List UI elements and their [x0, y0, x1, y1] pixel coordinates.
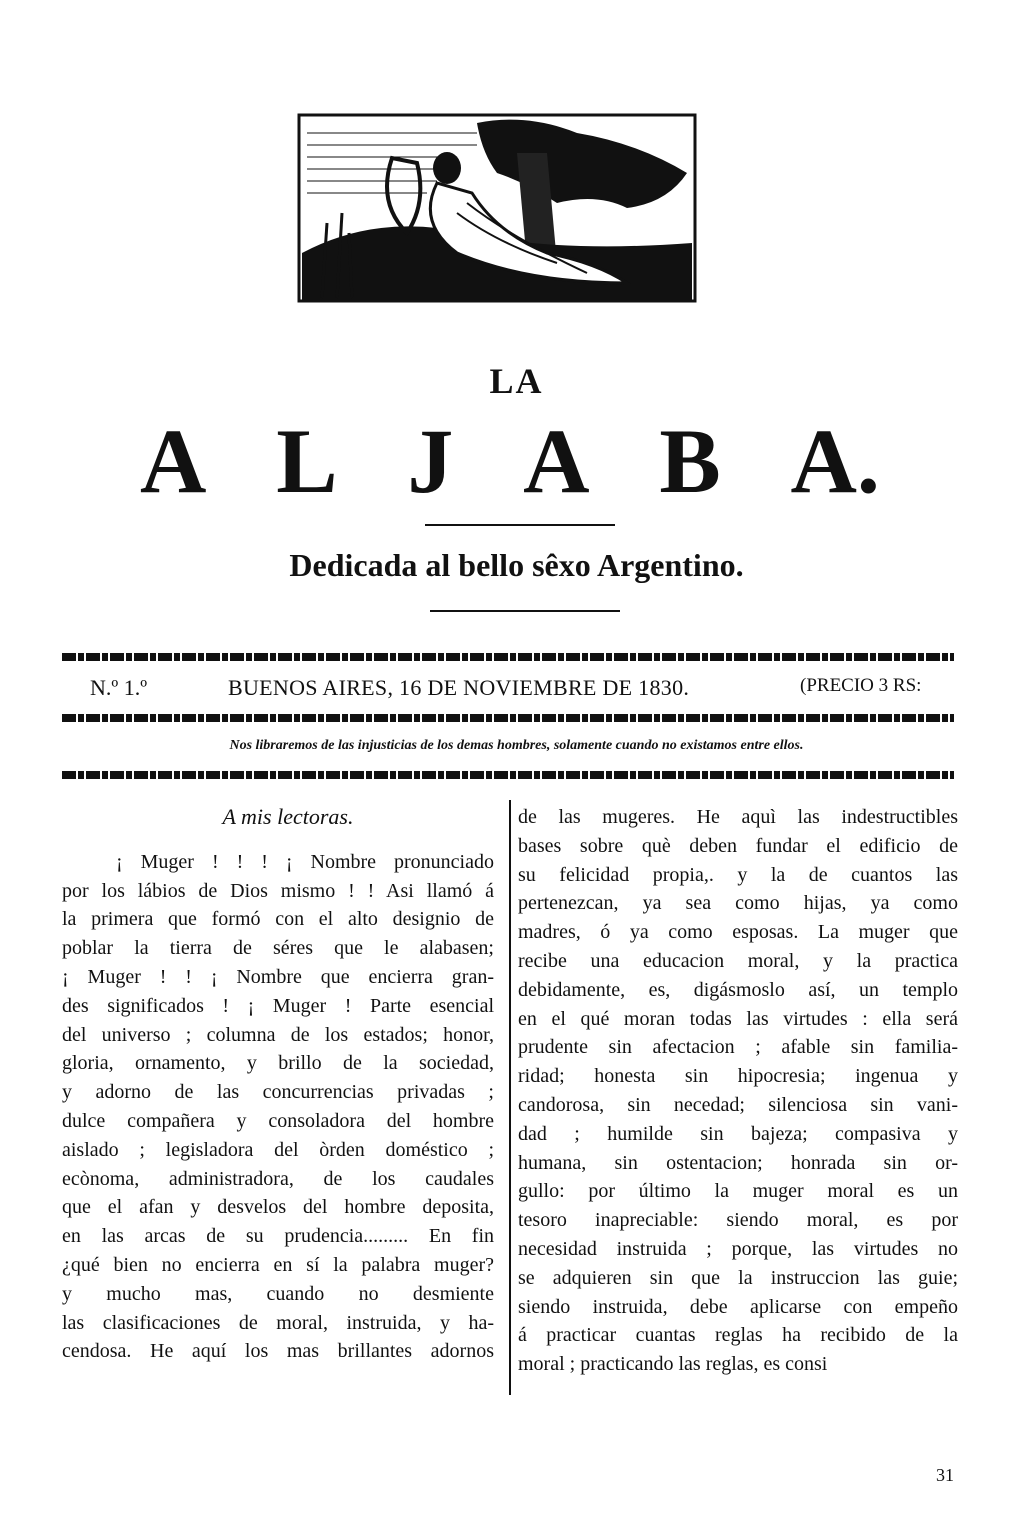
text-line: prudente sin afectacion ; afable sin familia-	[518, 1036, 958, 1059]
text-line: la primera que formó con el alto designio de	[62, 908, 494, 931]
title-letter: A	[140, 410, 207, 512]
text-line: ridad; honesta sin hipocresia; ingenua y	[518, 1065, 958, 1088]
divider-rule	[425, 524, 615, 526]
text-line: su felicidad propia,. y la de cuantos las	[518, 863, 958, 886]
issue-place-date: BUENOS AIRES, 16 DE NOVIEMBRE DE 1830.	[228, 675, 690, 700]
text-line: en el qué moran todas las virtudes : ella será	[518, 1007, 958, 1030]
text-line: moral ; practicando las reglas, es consi	[518, 1353, 828, 1376]
ornamental-border	[62, 653, 954, 661]
text-line: de las mugeres. He aquì las indestructibles	[518, 806, 958, 828]
text-line: siendo instruida, debe aplicarse con empeño	[518, 1295, 958, 1318]
title-article: LA	[489, 361, 544, 401]
title-letter: A	[523, 410, 590, 512]
text-line: aislado ; legisladora del òrden doméstico ;	[62, 1138, 494, 1161]
divider-rule	[430, 610, 620, 612]
left-column	[62, 803, 494, 1366]
text-line: á practicar cuantas reglas ha recibido de la	[518, 1324, 958, 1347]
text-line: dulce compañera y consoladora del hombre	[62, 1109, 494, 1132]
text-line: cendosa. He aquí los mas brillantes adornos	[62, 1340, 494, 1363]
text-line: tesoro inapreciable: siendo moral, es por	[518, 1209, 958, 1232]
text-line: y mucho mas, cuando no desmiente	[62, 1282, 494, 1305]
text-line: ¿qué bien no encierra en sí la palabra muger?	[62, 1253, 494, 1276]
text-line: se adquieren sin que la instruccion las guie;	[518, 1266, 958, 1289]
ornamental-border	[62, 714, 954, 722]
right-column	[518, 803, 958, 1379]
text-line: gloria, ornamento, y brillo de la sociedad,	[62, 1052, 494, 1075]
title-letter: L	[276, 410, 338, 512]
woodcut-vignette	[297, 113, 697, 303]
text-line: poblar la tierra de séres que le alabasen;	[62, 937, 494, 960]
text-line: en las arcas de su prudencia......... En fin	[62, 1225, 494, 1248]
masthead-title	[140, 410, 880, 512]
title-letter: J	[407, 410, 454, 512]
text-line: recibe una educacion moral, y la practica	[518, 949, 958, 972]
text-line: ¡ Muger ! ! ! ¡ Nombre pronunciado	[116, 850, 494, 873]
ornamental-border	[62, 771, 954, 779]
text-line: dad ; humilde sin bajeza; compasiva y	[518, 1122, 958, 1145]
text-line: humana, sin ostentacion; honrada sin or-	[518, 1151, 958, 1174]
text-line: des significados ! ¡ Muger ! Parte esencial	[62, 994, 494, 1017]
text-line: necesidad instruida ; porque, las virtudes no	[518, 1237, 958, 1260]
text-line: ¡ Muger ! ! ¡ Nombre que encierra gran-	[62, 965, 494, 988]
text-line: gullo: por último la muger moral es un	[518, 1180, 958, 1203]
column-divider	[509, 800, 511, 1395]
subtitle: Dedicada al bello sêxo Argentino.	[289, 547, 744, 583]
text-line: bases sobre què deben fundar el edificio de	[518, 834, 958, 857]
text-line: ecònoma, administradora, de los caudales	[62, 1167, 494, 1190]
text-line: las clasificaciones de moral, instruida, y ha-	[62, 1311, 494, 1334]
issue-price: (PRECIO 3 RS:	[800, 675, 922, 696]
text-line: del universo ; columna de los estados; honor,	[62, 1023, 494, 1046]
text-line: debidamente, es, digásmoslo así, un templo	[518, 978, 958, 1001]
text-line: por los lábios de Dios mismo ! ! Asi llamó á	[62, 879, 494, 902]
title-letter: B	[659, 410, 721, 512]
motto: Nos libraremos de las injusticias de los demas hombres, solamente cuando no existamos entre ellos.	[229, 738, 804, 753]
text-line: madres, ó ya como esposas. La muger que	[518, 921, 958, 944]
issue-number: N.º 1.º	[90, 675, 148, 700]
page-number: 31	[936, 1465, 954, 1485]
text-line: candorosa, sin necedad; silenciosa sin vani-	[518, 1093, 958, 1116]
title-letter: A.	[790, 410, 880, 512]
text-line: y adorno de las concurrencias privadas ;	[62, 1081, 494, 1104]
text-line: pertenezcan, ya sea como hijas, ya como	[518, 892, 958, 915]
text-line: que el afan y desvelos del hombre deposita,	[62, 1196, 494, 1219]
article-heading: A mis lectoras.	[222, 804, 354, 829]
